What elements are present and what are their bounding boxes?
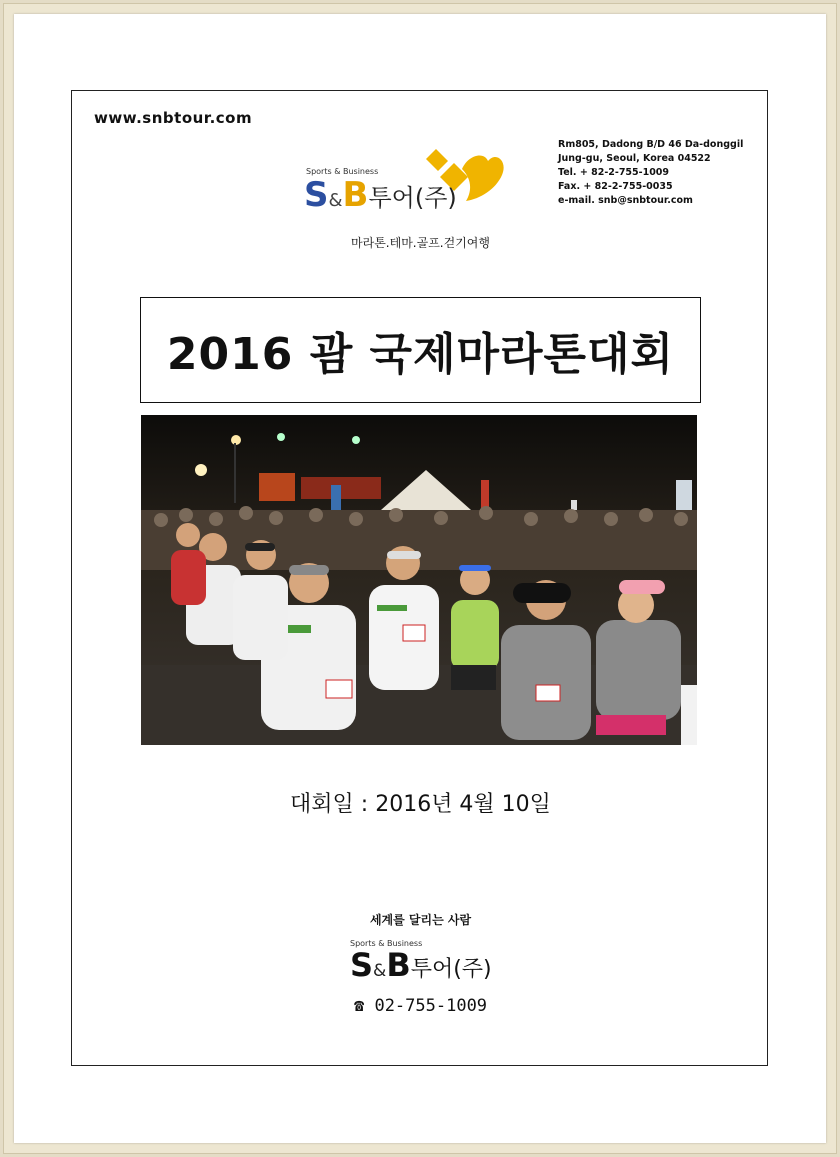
email-line: e-mail. snb@snbtour.com [558,195,693,206]
logo-letter-s: S [350,946,374,984]
logo-wordmark [304,175,457,215]
tel-line: Tel. + 82-2-755-1009 [558,167,670,178]
company-logo-bottom [350,939,530,984]
phone-text: 02-755-1009 [374,996,488,1016]
logo-subtitle: Sports & Business [350,939,423,948]
fax-line: Fax. + 82-2-755-0035 [558,181,673,192]
logo-korean: 투어(주) [410,957,492,982]
logo-letter-b: B [342,175,369,215]
logo-ampersand: & [328,190,343,211]
page-title: 2016 괌 국제마라톤대회 [166,329,675,380]
marathon-photo [141,415,697,745]
phone-number[interactable] [72,996,769,1016]
logo-wordmark [350,946,530,984]
document-page [71,90,768,1066]
logo-ampersand: & [373,961,387,981]
website-url[interactable]: www.snbtour.com [94,109,253,127]
marathon-runners-photo [141,415,697,745]
slogan: 세계를 달리는 사람 [369,913,472,927]
logo-korean: 투어(주) [368,184,457,212]
logo-subtitle: Sports & Business [306,167,379,176]
company-address [558,138,743,208]
address-line: Jung-gu, Seoul, Korea 04522 [558,153,711,164]
logo-letter-s: S [304,175,329,215]
address-line: Rm805, Dadong B/D 46 Da-donggil [558,139,744,150]
phone-icon: ☎ [353,996,365,1016]
logo-letter-b: B [386,946,411,984]
title-box [140,297,701,403]
tagline: 마라톤.테마.골프.걷기여행 [351,236,490,250]
company-logo [304,147,504,217]
event-date: 대회일 : 2016년 4월 10일 [290,792,551,817]
